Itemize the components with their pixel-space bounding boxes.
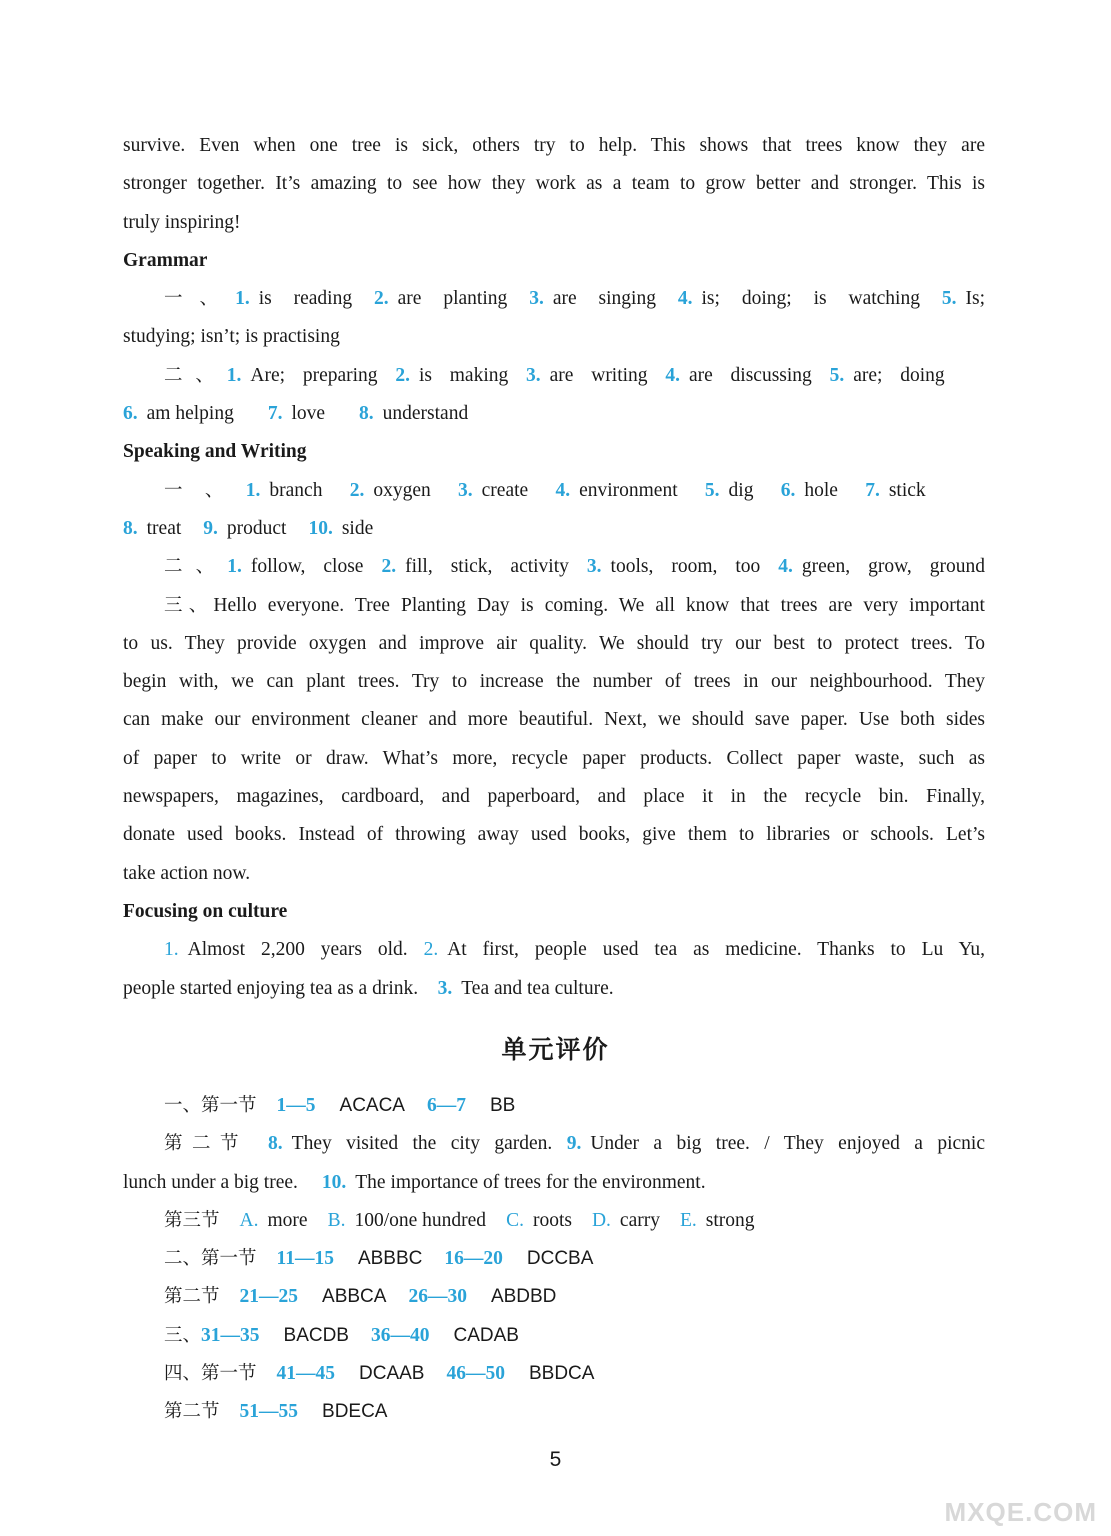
section-marker: 二、 <box>164 556 228 578</box>
answer-item: 4. green, grow, ground <box>778 556 986 578</box>
answer-item: 7. stick <box>865 479 926 501</box>
answer-item: 2. is making <box>395 364 509 386</box>
grammar-part1-row1 <box>123 280 985 318</box>
answer-item: 5. are; doing <box>829 364 945 386</box>
eval-row: lunch under a big tree. 10. The importance of trees for the environment. <box>123 1171 706 1193</box>
essay-line: can make our environment cleaner and more beautiful. Next, we should save paper. Use both sides <box>123 709 985 731</box>
answer-page <box>123 127 985 1008</box>
answer-item: 8. understand <box>359 403 469 425</box>
culture-heading: Focusing on culture <box>123 900 288 922</box>
answer-item: 6. hole <box>780 479 838 501</box>
answer-item: 3. create <box>458 479 529 501</box>
answer-item: 4. environment <box>555 479 678 501</box>
eval-row: 第二节 51—55 BDECA <box>164 1401 388 1423</box>
answer-item: 2. oxygen <box>349 479 431 501</box>
essay-line: begin with, we can plant trees. Try to increase the number of trees in our neighbourhood. They <box>123 671 985 693</box>
essay-line: newspapers, magazines, cardboard, and paperboard, and place it in the recycle bin. Finally, <box>123 786 985 808</box>
page-number: 5 <box>549 1448 562 1471</box>
grammar-heading: Grammar <box>123 249 208 271</box>
answer-item: E. strong <box>679 1209 755 1231</box>
answer-item: A. more <box>239 1209 308 1231</box>
answer-item: 3. tools, room, too <box>586 556 761 578</box>
answer-item: 3. are singing <box>529 288 656 310</box>
essay-line: of paper to write or draw. What’s more, recycle paper products. Collect paper waste, such as <box>123 747 985 769</box>
answer-item: 8. treat <box>123 517 182 539</box>
evaluation-answers <box>123 1087 985 1432</box>
paragraph-line: stronger together. It’s amazing to see how they work as a team to grow better and stronger. This is <box>123 173 985 195</box>
eval-row: 一、第一节 1—5 ACACA 6—7 BB <box>164 1095 516 1116</box>
essay-line: 三、Hello everyone. Tree Planting Day is coming. We all know that trees are very important <box>164 594 985 616</box>
eval-row: 三、31—35 BACDB 36—40 CADAB <box>164 1324 519 1346</box>
answer-item: 4. is; doing; is watching <box>677 288 920 310</box>
eval-row: 第二节 21—25 ABBCA 26—30 ABDBD <box>164 1286 557 1308</box>
answer-item: 4. are discussing <box>665 364 812 386</box>
essay-line: take action now. <box>123 862 251 884</box>
answer-item: 1. Are; preparing <box>226 364 378 386</box>
answer-item: 2. fill, stick, activity <box>381 556 569 578</box>
answer-item: 9. product <box>203 517 287 539</box>
speaking-part1-row2 <box>123 510 985 548</box>
essay-line: to us. They provide oxygen and improve air quality. We should try our best to protect trees. To <box>123 632 985 654</box>
section-marker: 二、 <box>164 364 227 386</box>
culture-row1 <box>123 931 985 969</box>
grammar-part2-row1 <box>123 357 985 395</box>
watermark-logo: MXQE.COM <box>944 1497 1097 1527</box>
section-marker: 一、 <box>164 479 246 501</box>
eval-row: 第三节 A. more B. 100/one hundred C. roots D. carry E. strong <box>164 1202 985 1240</box>
section-marker: 三、 <box>164 594 214 616</box>
section-marker: 一、 <box>164 288 236 310</box>
answer-item: D. carry <box>591 1209 660 1231</box>
answer-item: 2. At first, people used tea as medicine. Thanks to Lu Yu, <box>423 939 986 961</box>
speaking-part1-row1 <box>123 472 985 510</box>
answer-item: 2. are planting <box>374 288 508 310</box>
grammar-part2-row2 <box>123 395 985 433</box>
answer-item: 3. are writing <box>526 364 648 386</box>
eval-row: 二、第一节 11—15 ABBBC 16—20 DCCBA <box>164 1248 594 1270</box>
culture-row2: people started enjoying tea as a drink. 3. Tea and tea culture. <box>123 977 614 999</box>
answer-item: C. roots <box>506 1209 572 1231</box>
eval-row: 第二节 8. They visited the city garden. 9. Under a big tree. / They enjoyed a picnic <box>164 1133 985 1155</box>
grammar-part1-row2: studying; isn’t; is practising <box>123 326 340 348</box>
evaluation-title: 单元评价 <box>501 1035 610 1064</box>
answer-item: 1. Almost 2,200 years old. <box>164 939 408 961</box>
speaking-heading: Speaking and Writing <box>123 441 307 463</box>
speaking-part2-row1 <box>123 548 985 586</box>
answer-item: 5. Is; <box>941 288 986 310</box>
answer-item: 1. branch <box>245 479 323 501</box>
answer-item: 1. is reading <box>235 288 353 310</box>
eval-row: 四、第一节 41—45 DCAAB 46—50 BBDCA <box>164 1363 595 1385</box>
answer-item: 6. am helping <box>123 403 234 425</box>
paragraph-line: truly inspiring! <box>123 211 241 233</box>
answer-item: 7. love <box>267 403 326 425</box>
answer-item: B. 100/one hundred <box>327 1209 487 1231</box>
answer-item: 10. side <box>308 517 374 539</box>
answer-item: 5. dig <box>704 479 754 501</box>
answer-item: 1. follow, close <box>227 556 364 578</box>
essay-line: donate used books. Instead of throwing away used books, give them to libraries or schools. Let’s <box>123 824 985 846</box>
paragraph-line: survive. Even when one tree is sick, others try to help. This shows that trees know they are <box>123 135 985 156</box>
